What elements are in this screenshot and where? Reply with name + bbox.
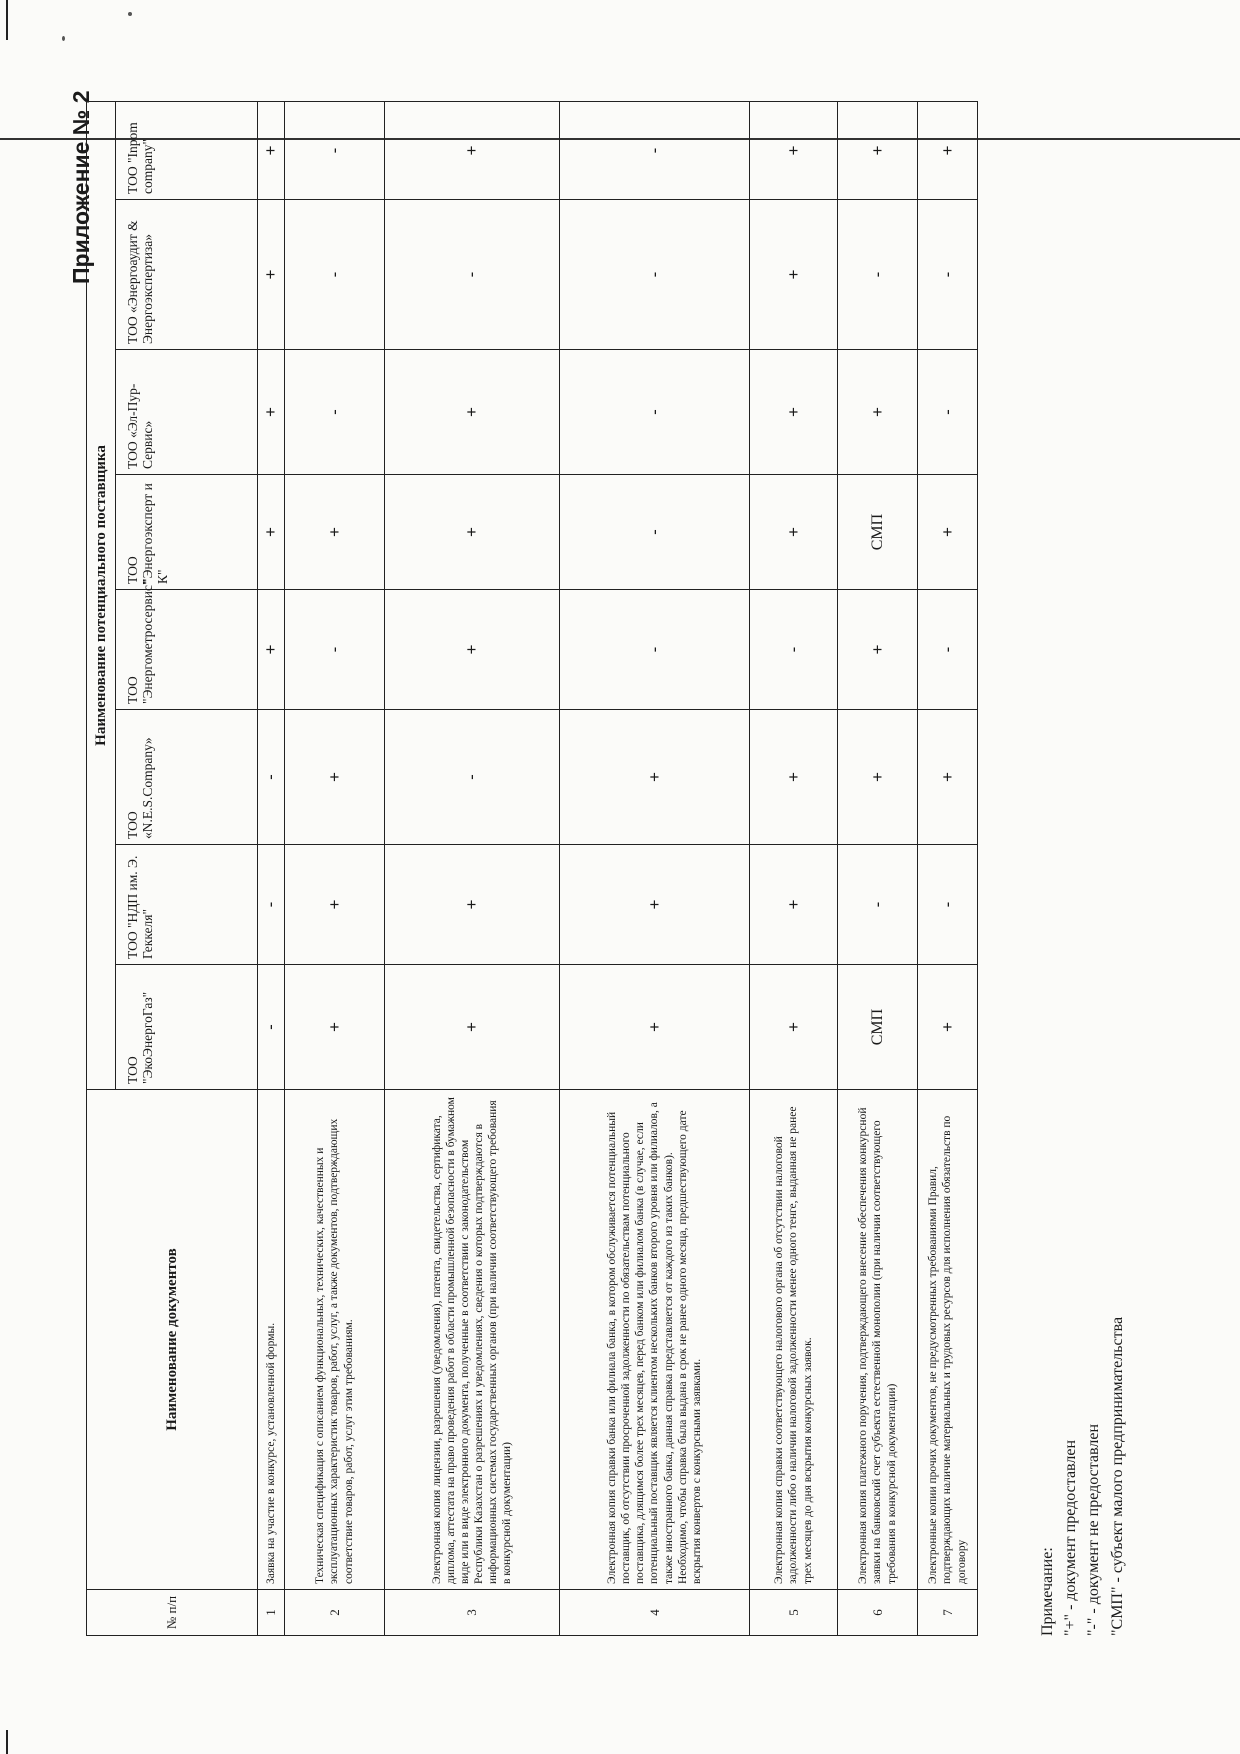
status-mark: + [285,845,385,965]
status-mark: СМП [838,475,918,590]
status-mark: + [838,710,918,845]
table-row [258,101,285,1635]
status-mark: + [258,475,285,590]
document-name: Заявка на участие в конкурсе, установленной формы. [258,1090,285,1590]
legend-notes [1036,1317,1129,1636]
table-row [750,101,838,1635]
status-mark: + [750,710,838,845]
table-row [838,101,918,1635]
status-mark: - [838,845,918,965]
status-mark: - [385,200,560,350]
status-mark: + [750,965,838,1090]
status-mark: + [838,590,918,710]
status-mark: + [750,845,838,965]
table-row [385,101,560,1635]
company-header: ТОО «Эл-Пур-Сервис» [116,350,258,475]
status-mark: - [560,590,750,710]
note-item: "СМП" - субъект малого предпринимательства [1108,1316,1126,1636]
document-name: Электронная копия справки банка или филиала банка, в котором обслуживается потенциальный поставщик, об отсутствии просроченной задолженности по обязательствам потенциального поставщика, длящимся более трех месяцев, перед банком или филиалом банка (в случае, если потенциальный поставщик является клиентом нескольких банков второго уровня или филиалов, а также иностранного банка, данная справка представляется от каждого из таких банков). Необходимо, чтобы справка была выдана в срок не ранее одного месяца, предшествующего дате вскрытия конвертов с конкурсными заявками. [560,1090,750,1590]
status-mark: + [560,710,750,845]
notes-title: Примечание: [1039,1547,1056,1636]
status-mark: + [750,350,838,475]
status-mark: + [918,475,978,590]
status-mark: - [258,710,285,845]
status-mark: - [560,200,750,350]
status-mark: + [285,710,385,845]
company-header: ТОО "ЭкоЭнергоГаз" [116,965,258,1090]
row-number: 3 [385,1590,560,1636]
status-mark: + [560,965,750,1090]
status-mark: - [285,200,385,350]
document-name: Электронные копии прочих документов, не предусмотренных требованиями Правил, подтверждающих наличие материальных и трудовых ресурсов для исполнения обязательств по договору [918,1090,978,1590]
status-mark: - [838,200,918,350]
status-mark: + [258,590,285,710]
status-mark: + [285,965,385,1090]
col-doc-header: Наименование документов [87,1090,258,1590]
document-name: Техническая спецификация с описанием функциональных, технических, качественных и эксплуатационных характеристик товаров, работ, услуг, а также документов, подтверждающих соответствие товаров, работ, услуг этим требованиям. [285,1090,385,1590]
note-item: "+" - документ предоставлен [1062,1439,1080,1636]
status-mark: + [385,475,560,590]
status-mark: + [918,101,978,199]
supplier-documents-table [86,101,978,1636]
status-mark: + [838,350,918,475]
status-mark: - [385,710,560,845]
status-mark: + [918,965,978,1090]
status-mark: + [258,101,285,199]
status-mark: - [285,590,385,710]
status-mark: - [560,475,750,590]
row-number: 7 [918,1590,978,1636]
status-mark: + [385,590,560,710]
status-mark: + [838,101,918,199]
status-mark: - [918,200,978,350]
status-mark: - [560,350,750,475]
status-mark: - [258,965,285,1090]
company-header: ТОО "Энергометросервис" [116,590,258,710]
table-row [918,101,978,1635]
table-row [285,101,385,1635]
note-item: "-" - документ не предоставлен [1085,1423,1103,1636]
company-header: ТОО "Inpom company" [116,101,258,199]
status-mark: - [285,350,385,475]
status-mark: + [560,845,750,965]
status-mark: + [385,845,560,965]
status-mark: СМП [838,965,918,1090]
status-mark: + [285,475,385,590]
row-number: 5 [750,1590,838,1636]
status-mark: + [385,101,560,199]
status-mark: + [258,350,285,475]
row-number: 4 [560,1590,750,1636]
status-mark: + [750,475,838,590]
row-number: 1 [258,1590,285,1636]
appendix-title: Приложение № 2 [68,90,94,284]
company-header: ТОО «Энергоаудит & Энергоэкспертиза» [116,200,258,350]
table-row [560,101,750,1635]
document-name: Электронная копия лицензии, разрешения (уведомления), патента, свидетельства, сертификата, диплома, аттестата на право проведения работ в области промышленной безопасности в бумажном виде или в виде электронного документа, полученные в соответствии с законодательством Республики Казахстан о разрешениях и уведомлениях, сведения о которых подтверждаются в информационных системах государственных органов (при наличии соответствующего требования в конкурсной документации) [385,1090,560,1590]
status-mark: + [750,101,838,199]
row-number: 2 [285,1590,385,1636]
col-num-header: № п/п [87,1590,258,1636]
status-mark: - [560,101,750,199]
document-name: Электронная копия платежного поручения, подтверждающего внесение обеспечения конкурсной заявки на банковский счет субъекта естественной монополии (при наличии соответствующего требования в конкурсной документации) [838,1090,918,1590]
status-mark: - [918,350,978,475]
status-mark: - [285,101,385,199]
status-mark: + [385,965,560,1090]
status-mark: - [258,845,285,965]
status-mark: + [918,710,978,845]
status-mark: - [750,590,838,710]
status-mark: + [750,200,838,350]
status-mark: - [918,590,978,710]
status-mark: + [385,350,560,475]
row-number: 6 [838,1590,918,1636]
company-header: ТОО "Энергоэксперт и К" [116,475,258,590]
table-header-row-group [87,101,116,1635]
status-mark: - [918,845,978,965]
company-header: ТОО «N.E.S.Company» [116,710,258,845]
document-name: Электронная копия справки соответствующего налогового органа об отсутствии налоговой задолженности либо о наличии налоговой задолженности менее одного тенге, выданная не ранее трех месяцев до дня вскрытия конкурсных заявок. [750,1090,838,1590]
supplier-group-header: Наименование потенциального поставщика [87,101,116,1089]
status-mark: + [258,200,285,350]
company-header: ТОО "НДП им. Э. Геккеля" [116,845,258,965]
